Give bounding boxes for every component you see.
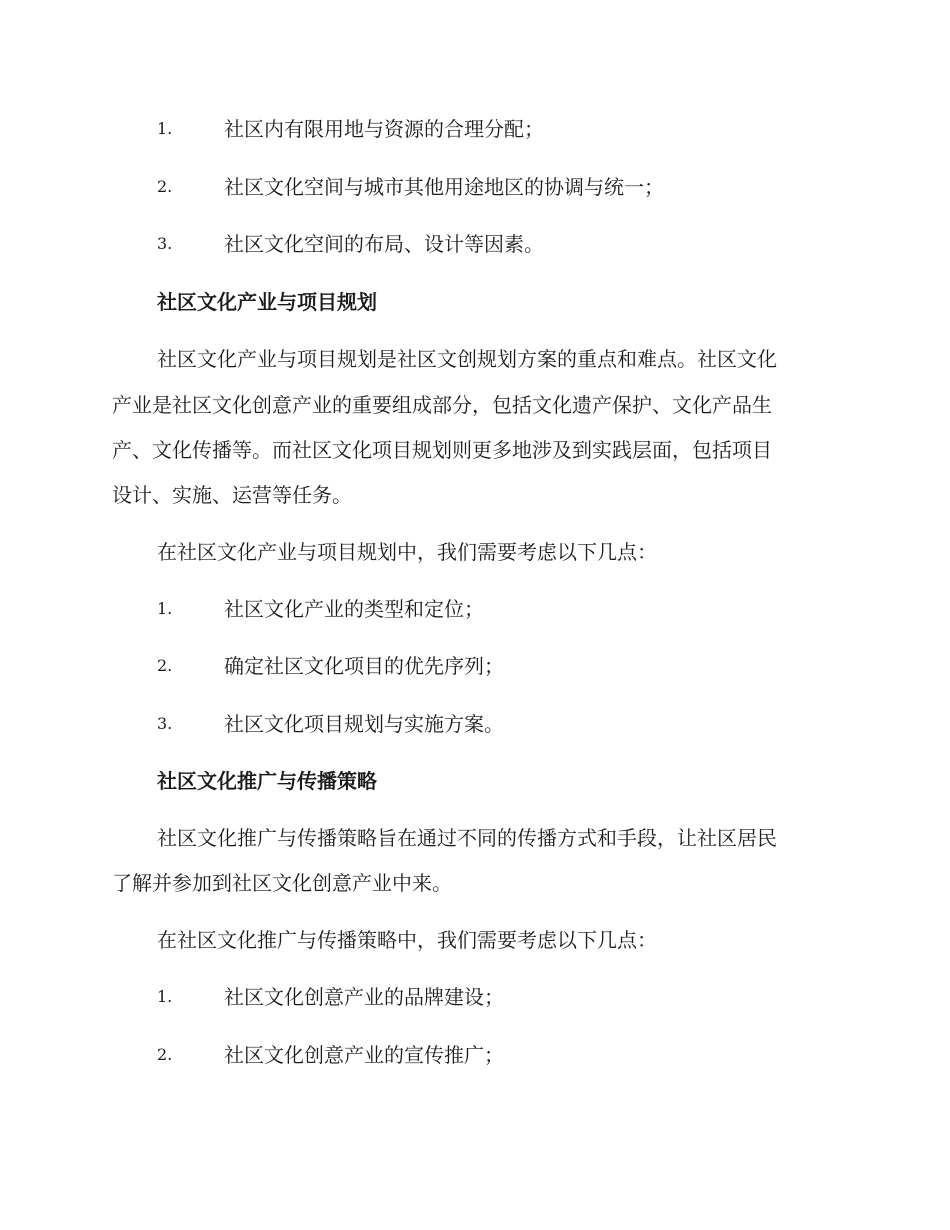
list-intro: 在社区文化产业与项目规划中，我们需要考虑以下几点： bbox=[157, 540, 657, 564]
list-item-number: 2. bbox=[157, 177, 173, 196]
list-item-text: 社区文化创意产业的宣传推广； bbox=[224, 1043, 504, 1067]
paragraph-line: 社区文化产业与项目规划是社区文创规划方案的重点和难点。社区文化 bbox=[157, 347, 777, 371]
list-item-text: 社区文化空间的布局、设计等因素。 bbox=[224, 232, 544, 256]
list-item-text: 社区内有限用地与资源的合理分配； bbox=[224, 117, 544, 141]
list-item-number: 1. bbox=[157, 599, 173, 618]
paragraph-line: 产业是社区文化创意产业的重要组成部分，包括文化遗产保护、文化产品生 bbox=[112, 393, 772, 417]
section-heading: 社区文化产业与项目规划 bbox=[157, 290, 377, 314]
list-item-text: 社区文化创意产业的品牌建设； bbox=[224, 985, 504, 1009]
section-heading: 社区文化推广与传播策略 bbox=[157, 769, 377, 793]
list-item-number: 3. bbox=[157, 234, 173, 253]
paragraph-line: 产、文化传播等。而社区文化项目规划则更多地涉及到实践层面，包括项目 bbox=[112, 438, 772, 462]
paragraph-line: 了解并参加到社区文化创意产业中来。 bbox=[112, 871, 452, 895]
list-item-text: 确定社区文化项目的优先序列； bbox=[224, 654, 504, 678]
paragraph-line: 社区文化推广与传播策略旨在通过不同的传播方式和手段，让社区居民 bbox=[157, 826, 777, 850]
list-item-number: 3. bbox=[157, 714, 173, 733]
paragraph-line: 设计、实施、运营等任务。 bbox=[112, 483, 352, 507]
list-item-number: 1. bbox=[157, 987, 173, 1006]
list-item-number: 2. bbox=[157, 656, 173, 675]
list-item-number: 1. bbox=[157, 119, 173, 138]
list-item-number: 2. bbox=[157, 1045, 173, 1064]
list-item-text: 社区文化空间与城市其他用途地区的协调与统一； bbox=[224, 175, 664, 199]
list-intro: 在社区文化推广与传播策略中，我们需要考虑以下几点： bbox=[157, 928, 657, 952]
list-item-text: 社区文化项目规划与实施方案。 bbox=[224, 712, 504, 736]
list-item-text: 社区文化产业的类型和定位； bbox=[224, 597, 484, 621]
